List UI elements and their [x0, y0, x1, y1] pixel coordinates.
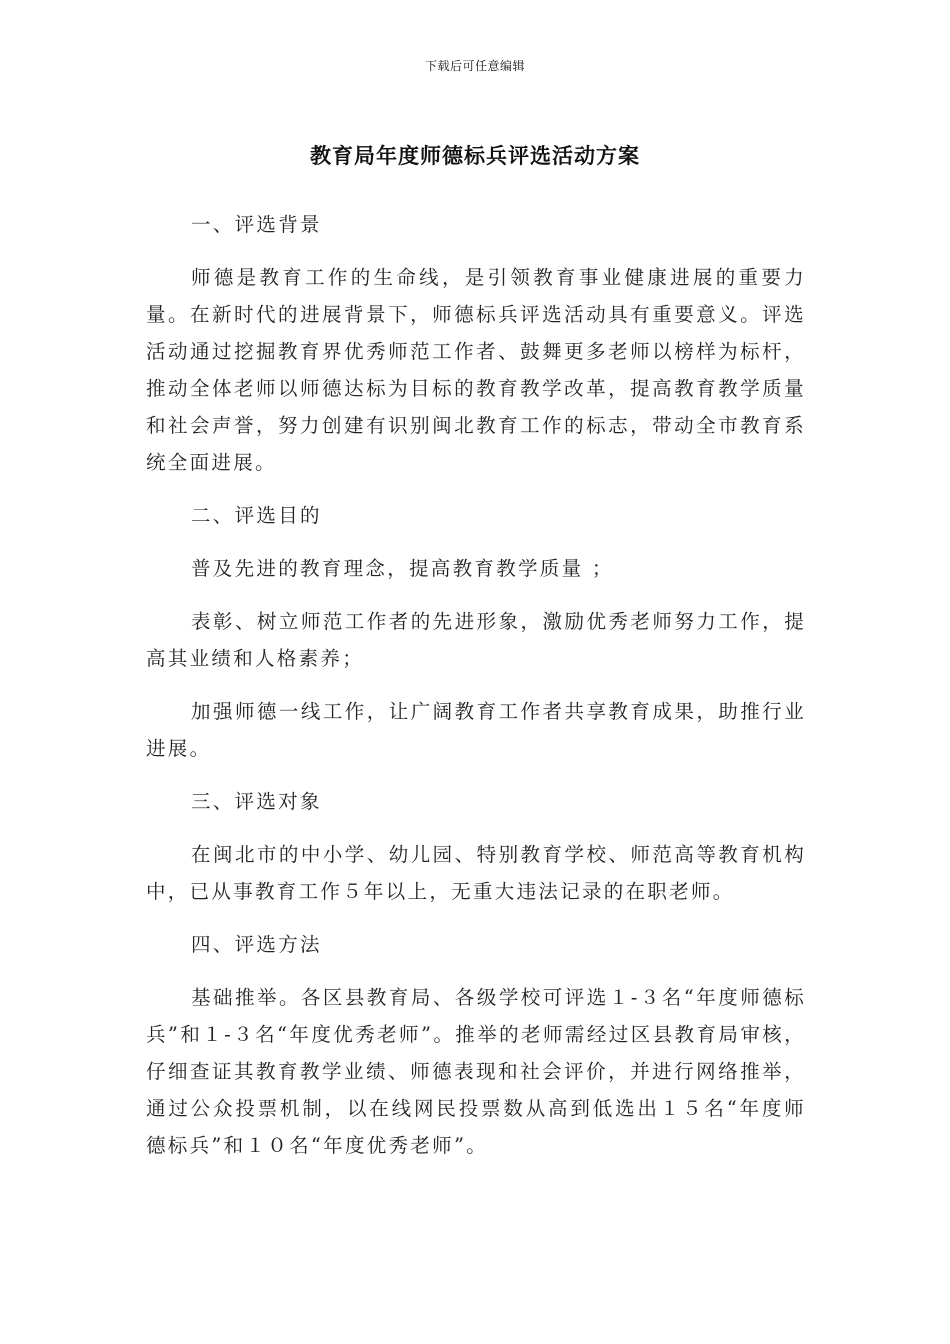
section-heading-purpose: 二、评选目的 — [191, 504, 322, 527]
purpose-paragraph-1: 普及先进的教育理念，提高教育教学质量 ； — [191, 557, 614, 580]
section-heading-background: 一、评选背景 — [191, 213, 322, 236]
method-paragraph: 基础推举。各区县教育局、各级学校可评选１-３名“年度师德标兵”和１-３名“年度优秀老师”。推举的老师需经过区县教育局审核，仔细查证其教育教学业绩、师德表现和社会评价，并进行网络推举，通过公众投票机制，以在线网民投票数从高到低选出１５名“年度师德标兵”和１０名“年度优秀老师”。 — [146, 986, 806, 1157]
targets-paragraph: 在闽北市的中小学、幼儿园、特别教育学校、师范高等教育机构中，已从事教育工作５年以上，无重大违法记录的在职老师。 — [146, 843, 806, 903]
purpose-paragraph-2: 表彰、树立师范工作者的先进形象，激励优秀老师努力工作，提高其业绩和人格素养； — [146, 610, 806, 670]
section-heading-targets: 三、评选对象 — [191, 790, 322, 813]
background-paragraph: 师德是教育工作的生命线，是引领教育事业健康进展的重要力量。在新时代的进展背景下，师德标兵评选活动具有重要意义。评选活动通过挖掘教育界优秀师范工作者、鼓舞更多老师以榜样为标杆，推动全体老师以师德达标为目标的教育教学改革，提高教育教学质量和社会声誉，努力创建有识别闽北教育工作的标志，带动全市教育系统全面进展。 — [146, 266, 806, 474]
document-title: 教育局年度师德标兵评选活动方案 — [310, 144, 640, 168]
section-heading-method: 四、评选方法 — [191, 933, 322, 956]
purpose-paragraph-3: 加强师德一线工作，让广阔教育工作者共享教育成果，助推行业进展。 — [146, 700, 806, 760]
document-body — [146, 206, 806, 1164]
header-note: 下载后可任意编辑 — [424, 59, 525, 73]
